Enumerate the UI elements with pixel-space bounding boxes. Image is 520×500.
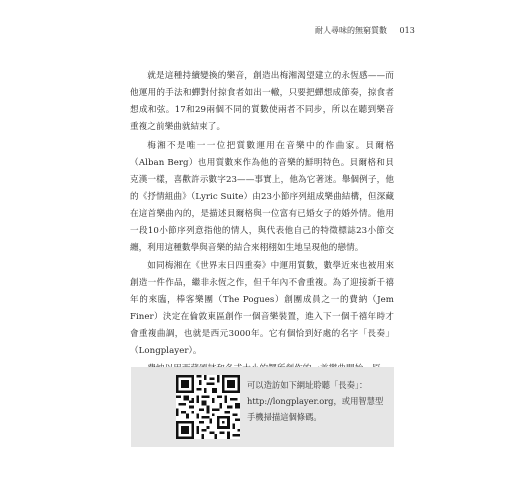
body-text <box>130 68 394 378</box>
qr-caption: 可以造訪如下網址聆聽「長奏」：http://longplayer.org，或用智慧型手機掃描這個條碼。 <box>247 380 384 422</box>
paragraph-3: 如同梅湘在《世界末日四重奏》中運用質數，數學近來也被用來創造一件作品，繼非永恆之作，但千年內不會重複。為了迎接新千禧年的來臨，棒客樂團（The Pogues）創團成員之一的費納（Jem Finer）決定在倫敦東區創作一個音樂裝置，進入下一個千禧年時才會重複曲調，也就是西元3000年。它有個恰到好處的名字「長奏」（Longplayer）。 <box>130 260 394 356</box>
qr-callout <box>131 367 394 447</box>
running-title: 耐人尋味的無窮質數 <box>315 26 387 35</box>
paragraph-1: 就是這種持續變換的樂音，創造出梅湘渴望建立的永恆感——而他運用的手法和蟬對付掠食者如出一轍，只要把蟬想成節奏，掠食者想成和弦。17和29兩個不同的質數使兩者不同步，所以在聽到樂音重複之前樂曲就結束了。 <box>130 71 394 133</box>
page-number: 013 <box>399 26 415 35</box>
running-header <box>315 25 415 36</box>
qr-code-icon[interactable] <box>176 375 240 439</box>
paragraph-2: 梅湘不是唯一一位把質數運用在音樂中的作曲家。貝爾格（Alban Berg）也用質數來作為他的音樂的鮮明特色。貝爾格和貝克漢一樣，喜歡許示數字23——事實上，他為它著迷。舉個例子，他的《抒情組曲》（Lyric Suite）由23小節序列組成樂曲結構，但深藏在這首樂曲內的，是描述貝爾格與一位富有已婚女子的婚外情。他用一段10小節序列意指他的情人，與代表他自己的特徵標誌23小節交纏，利用這種數學與音樂的結合來栩栩如生地呈現他的戀情。 <box>130 141 394 254</box>
